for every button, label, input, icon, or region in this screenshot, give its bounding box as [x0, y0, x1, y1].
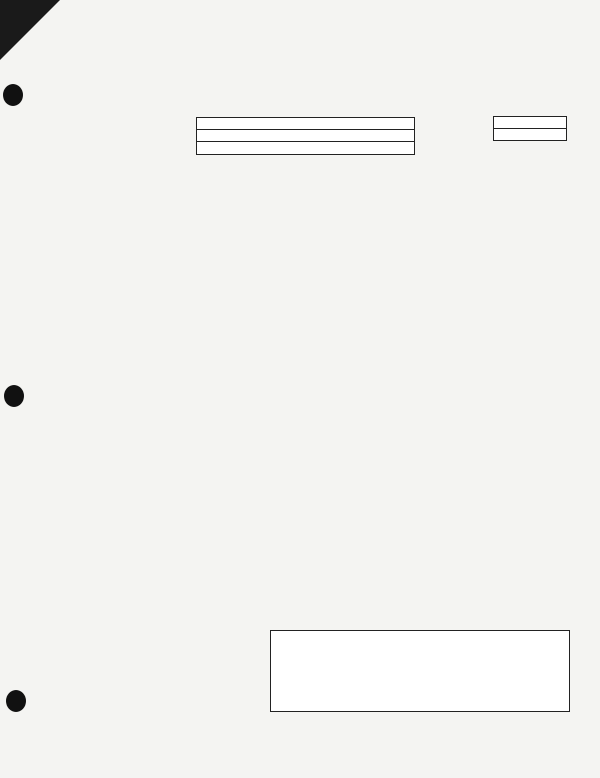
- page-corner-shadow: [0, 0, 60, 60]
- property-address-field[interactable]: [197, 130, 414, 142]
- parcel-number-field[interactable]: [197, 118, 414, 130]
- date-field[interactable]: [493, 128, 567, 141]
- punch-hole: [6, 690, 26, 712]
- punch-hole: [3, 84, 23, 106]
- dba-field[interactable]: [197, 142, 414, 154]
- notes-box: [270, 630, 570, 712]
- property-info-box: [196, 117, 415, 155]
- punch-hole: [4, 385, 24, 407]
